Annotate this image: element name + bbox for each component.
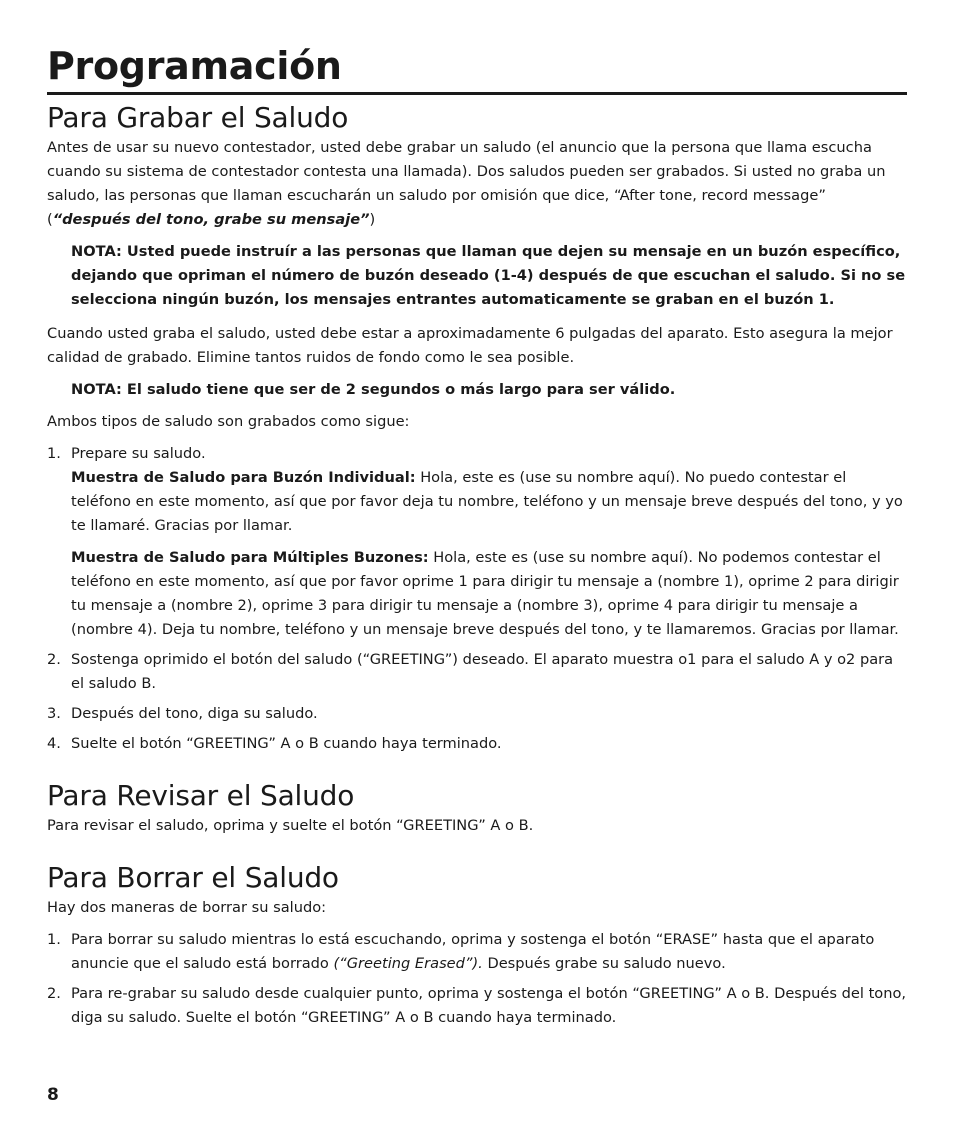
list-number: 3. [47, 705, 61, 722]
record-types-paragraph: Ambos tipos de saludo son grabados como sigue: [47, 413, 410, 430]
section-heading-record: Para Grabar el Saludo [47, 101, 349, 134]
sample-label: Muestra de Saludo para Buzón Individual: [71, 469, 416, 486]
review-text: Para revisar el saludo, oprima y suelte el botón “GREETING” A o B. [47, 817, 534, 834]
page-title: Programación [47, 40, 907, 95]
note-mailbox: NOTA: Usted puede instruír a las personas que llaman que dejen su mensaje en un buzón específico, dejando que opriman el número de buzón deseado (1-4) después de que escuchan el saludo. Si no se selecciona ningún buzón, los mensajes entrantes automaticamente se graban en el buzón 1. [71, 243, 906, 308]
step-text: Suelte el botón “GREETING” A o B cuando haya terminado. [71, 735, 502, 752]
step-text: Prepare su saludo. [71, 445, 206, 462]
erase-intro: Hay dos maneras de borrar su saludo: [47, 899, 327, 916]
step-text: Sostenga oprimido el botón del saludo (“GREETING”) deseado. El aparato muestra o1 para el saludo A y o2 para el saludo B. [71, 651, 894, 692]
list-number: 2. [47, 651, 61, 668]
page-number: 8 [47, 1085, 59, 1105]
list-number: 2. [47, 985, 61, 1002]
sample-text: Hola, este es (use su nombre aquí). No puedo contestar el teléfono en este momento, así que por favor deja tu nombre, teléfono y un mensaje breve después del tono, y yo te llamaré. Gracias por llamar. [71, 469, 903, 534]
erase-step-part: Después grabe su saludo nuevo. [482, 955, 726, 972]
erase-step-text: Para re-grabar su saludo desde cualquier punto, oprima y sostenga el botón “GREETING” A o B. Después del tono, diga su saludo. Suelte el botón “GREETING” A o B cuando haya terminado. [71, 985, 907, 1026]
list-number: 4. [47, 735, 61, 752]
erase-step-part: Para borrar su saludo mientras lo está escuchando, oprima y sostenga el botón “ERASE” hasta que el aparato anuncie que el saludo está borrado [71, 931, 875, 972]
record-intro-close: ) [369, 211, 376, 228]
list-item [47, 732, 907, 756]
section-heading-review: Para Revisar el Saludo [47, 779, 355, 812]
list-item [47, 982, 907, 1030]
list-item [47, 702, 907, 726]
sample-label: Muestra de Saludo para Múltiples Buzones: [71, 549, 429, 566]
erase-step-text [71, 928, 907, 976]
record-intro-text: Antes de usar su nuevo contestador, usted debe grabar un saludo (el anuncio que la persona que llama escucha cuando su sistema de contestador contesta una llamada). Dos saludos pueden ser grabados. Si usted no graba un saludo, las personas que llaman escucharán un saludo por omisión que dice, “After tone, record message” ( [47, 139, 886, 228]
sample-text: Hola, este es (use su nombre aquí). No podemos contestar el teléfono en este momento, así que por favor oprime 1 para dirigir tu mensaje a (nombre 1), oprime 2 para dirigir tu mensaje a (nombre 2), oprime 3 para dirigir tu mensaje a (nombre 3), oprime 4 para dirigir tu mensaje a (nombre 4). Deja tu nombre, teléfono y un mensaje breve después del tono, y te llamaremos. Gracias por llamar. [71, 549, 899, 638]
list-item [47, 648, 907, 696]
manual-page [47, 40, 907, 1030]
record-intro-emphasis: “después del tono, grabe su mensaje” [52, 211, 370, 228]
step-text: Después del tono, diga su saludo. [71, 705, 318, 722]
sample-multiple [71, 546, 907, 642]
record-distance-paragraph: Cuando usted graba el saludo, usted debe estar a aproximadamente 6 pulgadas del aparato. Esto asegura la mejor calidad de grabado. Elimine tantos ruidos de fondo como le sea posible. [47, 325, 893, 366]
erase-step-emphasis: (“Greeting Erased”). [333, 955, 483, 972]
list-number: 1. [47, 445, 61, 462]
record-intro [47, 136, 907, 232]
list-number: 1. [47, 931, 61, 948]
section-heading-erase: Para Borrar el Saludo [47, 861, 339, 894]
note-length: NOTA: El saludo tiene que ser de 2 segundos o más largo para ser válido. [71, 381, 676, 398]
list-item [47, 442, 907, 642]
list-item [47, 928, 907, 976]
sample-individual [71, 466, 907, 538]
